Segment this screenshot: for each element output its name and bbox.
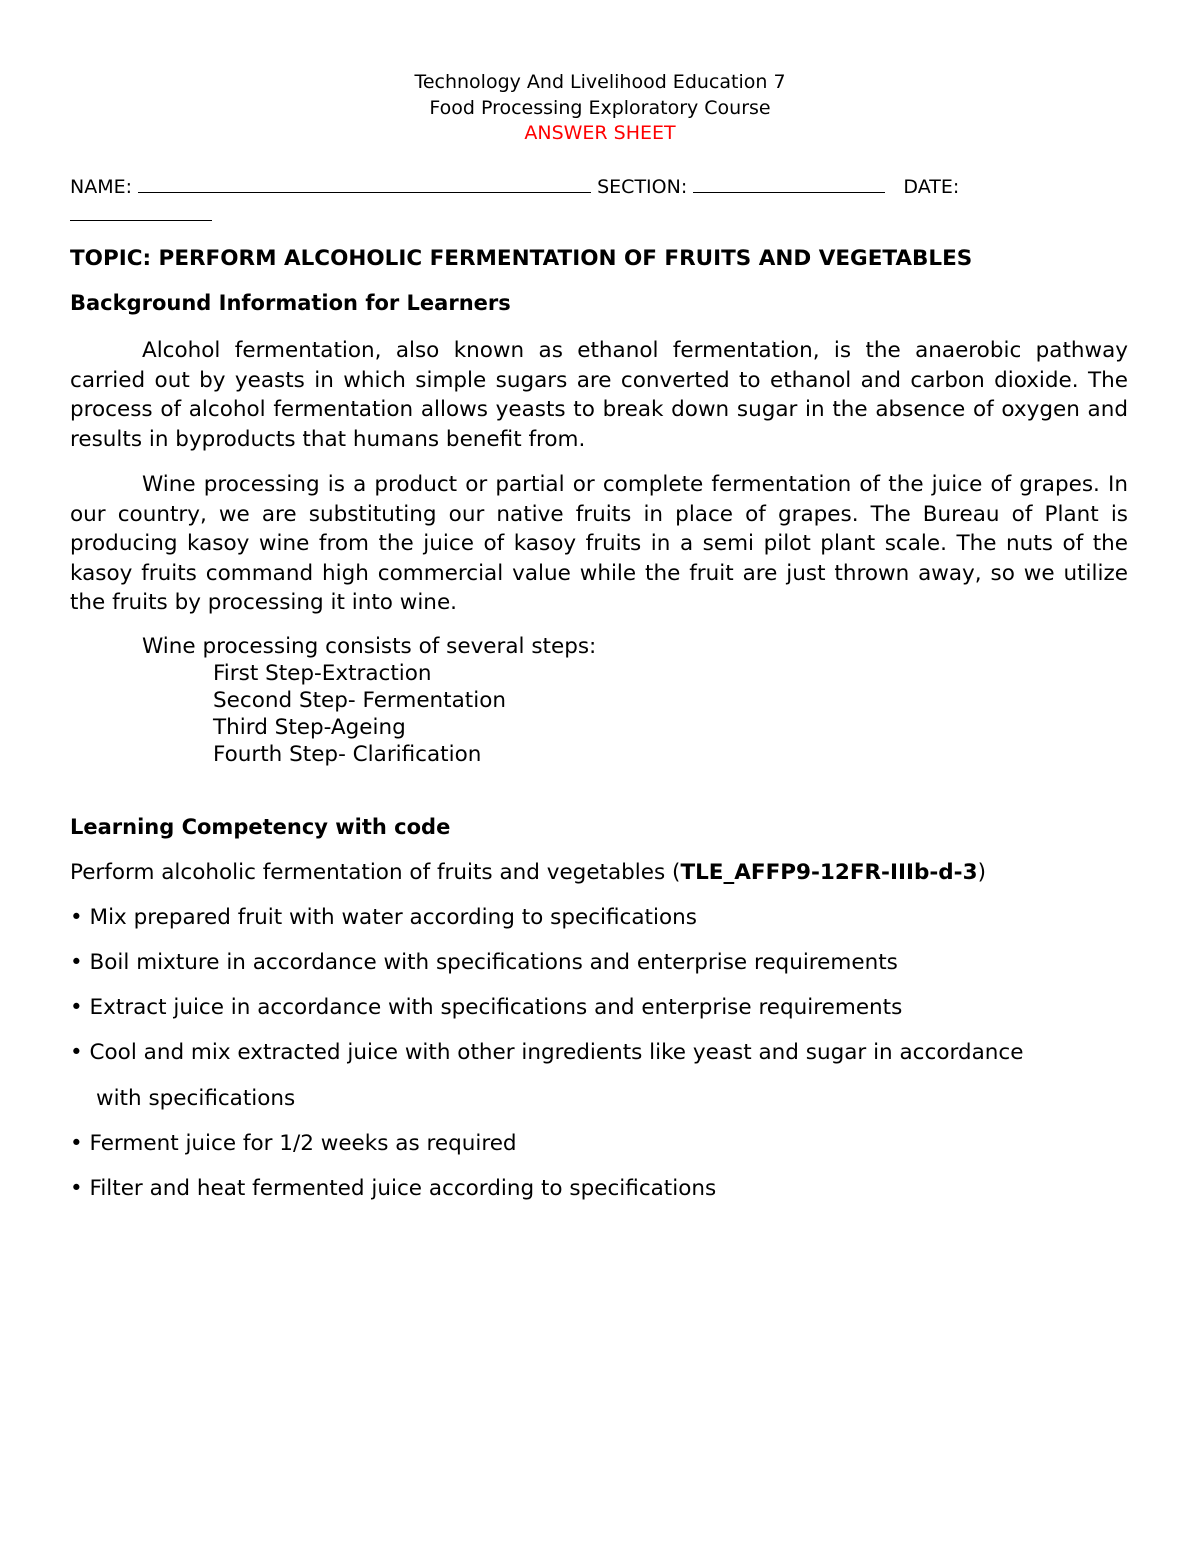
competency-code: TLE_AFFP9-12FR-IIIb-d-3 (680, 860, 978, 885)
competency-intro-end: ) (977, 860, 986, 885)
wine-steps-list (142, 633, 596, 768)
section-field[interactable] (693, 172, 885, 193)
competency-intro: Perform alcoholic fermentation of fruits and vegetables ( (70, 860, 681, 885)
name-label: NAME: (70, 176, 133, 198)
competency-bullet: • Boil mixture in accordance with specifications and enterprise requirements (70, 950, 898, 975)
competency-heading: Learning Competency with code (70, 815, 451, 839)
step-item: Second Step- Fermentation (213, 688, 506, 713)
course-subtitle: Food Processing Exploratory Course (429, 96, 771, 119)
competency-statement (70, 860, 986, 885)
steps-intro: Wine processing consists of several steps: (142, 634, 597, 659)
topic-heading: TOPIC: PERFORM ALCOHOLIC FERMENTATION OF FRUITS AND VEGETABLES (70, 246, 973, 271)
competency-bullet-continuation: with specifications (96, 1086, 296, 1111)
section-label: SECTION: (597, 176, 688, 198)
competency-bullet: • Filter and heat fermented juice according to specifications (70, 1176, 717, 1201)
date-field[interactable] (70, 200, 212, 221)
answer-sheet-label: ANSWER SHEET (524, 122, 676, 144)
course-title: Technology And Livelihood Education 7 (414, 71, 786, 93)
competency-bullet: • Ferment juice for 1/2 weeks as required (70, 1131, 517, 1156)
competency-bullet: • Extract juice in accordance with specifications and enterprise requirements (70, 995, 903, 1020)
background-heading: Background Information for Learners (70, 291, 511, 315)
step-item: Third Step-Ageing (213, 715, 406, 740)
date-label: DATE: (903, 176, 960, 198)
step-item: First Step-Extraction (213, 661, 432, 686)
step-item: Fourth Step- Clarification (213, 742, 482, 767)
competency-bullet: • Mix prepared fruit with water according to specifications (70, 905, 697, 930)
competency-bullet: • Cool and mix extracted juice with other ingredients like yeast and sugar in accordance (70, 1040, 1024, 1065)
name-field[interactable] (138, 172, 591, 193)
background-paragraph-1: Alcohol fermentation, also known as ethanol fermentation, is the anaerobic pathway carried out by yeasts in which simple sugars are converted to ethanol and carbon dioxide. The process of alcohol fermentation allows yeasts to break down sugar in the absence of oxygen and results in byproducts that humans benefit from. (70, 338, 1128, 452)
student-info-row (70, 172, 959, 199)
background-paragraph-2: Wine processing is a product or partial or complete fermentation of the juice of grapes. In our country, we are substituting our native fruits in place of grapes. The Bureau of Plant is producing kasoy wine from the juice of kasoy fruits in a semi pilot plant scale. The nuts of the kasoy fruits command high commercial value while the fruit are just thrown away, so we utilize the fruits by processing it into wine. (70, 472, 1128, 615)
document-header (0, 70, 1200, 147)
